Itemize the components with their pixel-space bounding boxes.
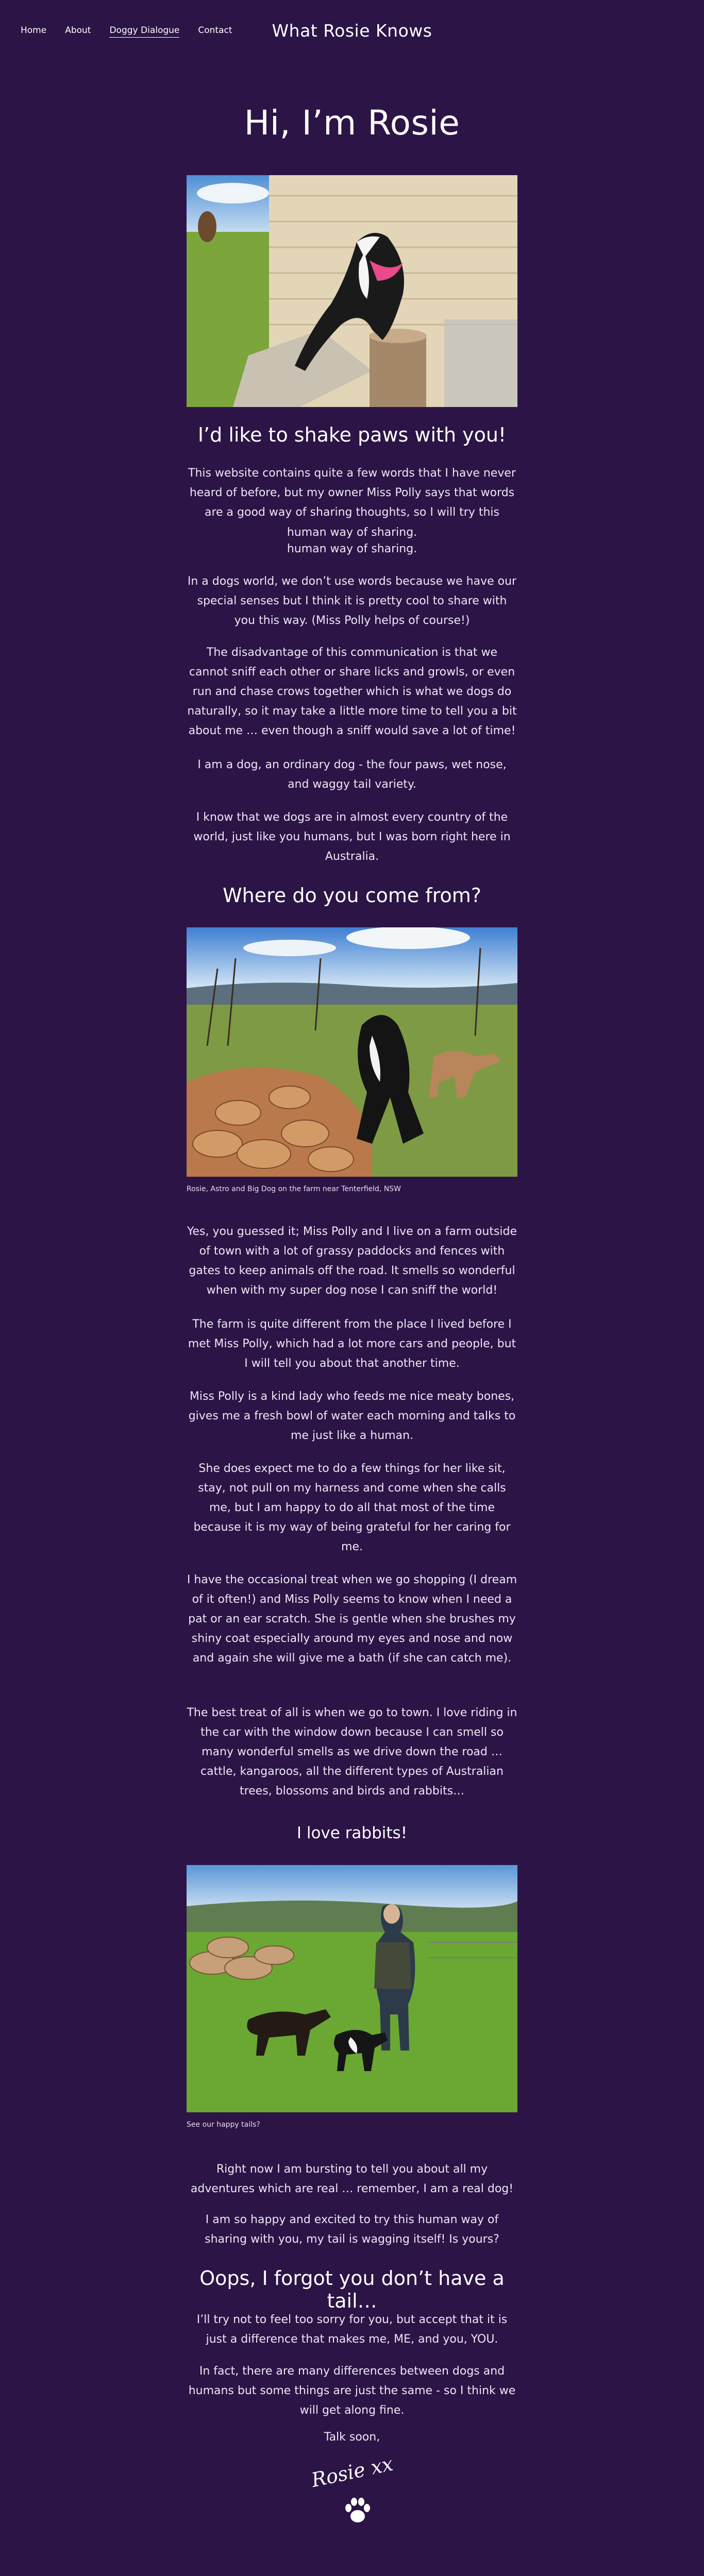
nav-doggy-dialogue[interactable]: Doggy Dialogue	[109, 25, 179, 38]
page-title: Hi, I’m Rosie	[244, 103, 460, 143]
site-header	[0, 0, 704, 62]
paragraph-9: She does expect me to do a few things for her like sit, stay, not pull on my harness and come when she calls me, but I am happy to do all that most of the time because it is my way of being grateful for her caring for me.	[193, 1462, 511, 1553]
signature-block	[187, 2452, 517, 2492]
paragraph-13: I am so happy and excited to try this human way of sharing with you, my tail is wagging itself! Is yours?	[205, 2213, 499, 2246]
nav-contact[interactable]: Contact	[198, 25, 232, 36]
heading-love-rabbits: I love rabbits!	[296, 1824, 408, 1842]
farm-dogs-photo	[187, 927, 517, 1177]
signature: Rosie xx	[309, 2452, 395, 2492]
paragraph-4: I am a dog, an ordinary dog - the four paws, wet nose, and waggy tail variety.	[197, 758, 507, 791]
paragraph-2: In a dogs world, we don’t use words because we have our special senses but I think it is pretty cool to share with you this way. (Miss Polly helps of course!)	[187, 575, 517, 627]
rosie-stump-photo	[187, 175, 517, 407]
paragraph-7: The farm is quite different from the place I lived before I met Miss Polly, which had a lot more cars and people, but I will tell you about that another time.	[188, 1318, 516, 1370]
heading-forgot-tail: Oops, I forgot you don’t have a tail…	[199, 2267, 505, 2312]
paragraph-1: This website contains quite a few words that I have never heard of before, but my owner Miss Polly says that words are a good way of sharing thoughts, so I will try this	[188, 467, 516, 519]
paragraph-5: I know that we dogs are in almost every country of the world, just like you humans, but I was born right here in Australia.	[193, 811, 511, 863]
paragraph-1-extra-b: human way of sharing.	[287, 543, 417, 555]
paragraph-10: I have the occasional treat when we go shopping (I dream of it often!) and Miss Polly seems to know when I need a pat or an ear scratch. She is gentle when she brushes my shiny coat especially around my eyes and nose and now and again she will give me a bath (if she can catch me).	[187, 1573, 517, 1665]
paragraph-3: The disadvantage of this communication is that we cannot sniff each other or share licks and growls, or even run and chase crows together which is what we dogs do naturally, so it may take a little more time to tell you a bit about me … even though a sniff would save a lot of time!	[187, 646, 517, 737]
paragraph-8: Miss Polly is a kind lady who feeds me nice meaty bones, gives me a fresh bowl of water each morning and talks to me just like a human.	[188, 1390, 516, 1442]
paragraph-1-extra-a: human way of sharing.	[287, 526, 417, 539]
photo-caption-tails: See our happy tails?	[187, 2121, 260, 2129]
paragraph-16: Talk soon,	[324, 2431, 380, 2444]
paragraph-12: Right now I am bursting to tell you about all my adventures which are real … remember, I am a real dog!	[190, 2163, 514, 2195]
heading-shake-paws: I’d like to shake paws with you!	[197, 423, 507, 446]
heading-where-from: Where do you come from?	[223, 884, 481, 907]
paragraph-14: I’ll try not to feel too sorry for you, but accept that it is just a difference that makes me, ME, and you, YOU.	[196, 2313, 508, 2346]
paragraph-11: The best treat of all is when we go to town. I love riding in the car with the window down because I can smell so many wonderful smells as we drive down the road … cattle, kangaroos, all the different types of Australian trees, blossoms and birds and rabbits…	[187, 1706, 517, 1798]
paw-print-icon	[344, 2497, 371, 2528]
photo-caption-farm: Rosie, Astro and Big Dog on the farm near Tenterfield, NSW	[187, 1185, 401, 1193]
paragraph-15: In fact, there are many differences between dogs and humans but some things are just the same - so I think we will get along fine.	[188, 2365, 516, 2417]
paragraph-6: Yes, you guessed it; Miss Polly and I live on a farm outside of town with a lot of grassy paddocks and fences with gates to keep animals off the road. It smells so wonderful when with my super dog nose I can sniff the world!	[187, 1225, 517, 1297]
polly-dogs-photo	[187, 1865, 517, 2112]
nav-about[interactable]: About	[65, 25, 91, 36]
nav-home[interactable]: Home	[21, 25, 47, 36]
site-title[interactable]: What Rosie Knows	[272, 21, 432, 41]
